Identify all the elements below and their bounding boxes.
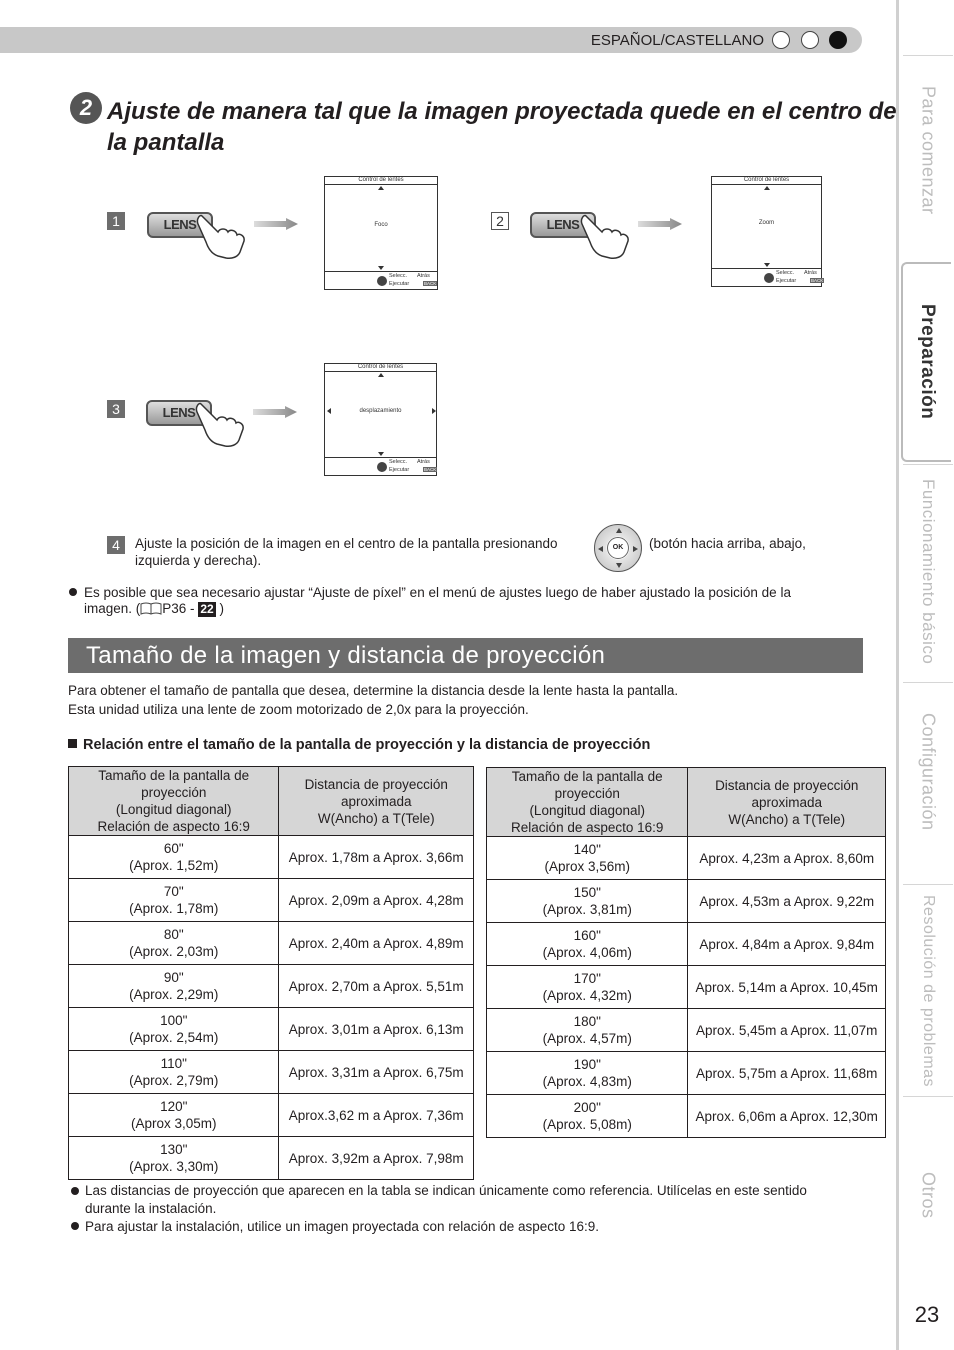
distance-cell: Aprox. 4,23m a Aprox. 8,60m bbox=[688, 837, 886, 880]
footnote-1-line2: durante la instalación. bbox=[85, 1201, 217, 1216]
tab-para-comenzar[interactable]: Para comenzar bbox=[903, 55, 953, 260]
tab-funcionamiento-basico[interactable]: Funcionamiento básico bbox=[903, 464, 953, 680]
directional-pad-icon bbox=[594, 524, 642, 572]
pressing-hand-icon bbox=[580, 210, 632, 260]
screen-label: Zoom bbox=[758, 220, 775, 226]
distance-cell: Aprox. 3,31m a Aprox. 6,75m bbox=[279, 1051, 474, 1094]
distance-cell: Aprox. 5,45m a Aprox. 11,07m bbox=[688, 1009, 886, 1052]
screen-label: desplazamiento bbox=[359, 408, 402, 414]
square-bullet-icon bbox=[68, 739, 77, 748]
footnote-1-line1: Las distancias de proyección que aparecen en la tabla se indican únicamente como referencia. Utilícelas en este sentido bbox=[85, 1183, 807, 1198]
up-arrow-icon bbox=[378, 373, 384, 377]
size-cell: 200" (Aprox. 5,08m) bbox=[487, 1095, 688, 1138]
book-reference-icon bbox=[140, 602, 162, 615]
size-cell: 100" (Aprox. 2,54m) bbox=[69, 1008, 279, 1051]
table-row bbox=[69, 965, 474, 1008]
ok-button-icon bbox=[377, 276, 387, 286]
distance-cell: Aprox. 4,84m a Aprox. 9,84m bbox=[688, 923, 886, 966]
footnote-2: Para ajustar la instalación, utilice un imagen proyectada con relación de aspecto 16:9. bbox=[85, 1219, 600, 1234]
section-intro-1: Para obtener el tamaño de pantalla que desea, determine la distancia desde la lente hasta la pantalla. bbox=[68, 683, 679, 698]
size-cell: 160" (Aprox. 4,06m) bbox=[487, 923, 688, 966]
size-cell: 80" (Aprox. 2,03m) bbox=[69, 922, 279, 965]
note-line2: imagen. ( P36 - 22 ) bbox=[84, 601, 224, 616]
right-arrow-icon bbox=[432, 408, 436, 414]
distance-cell: Aprox. 5,75m a Aprox. 11,68m bbox=[688, 1052, 886, 1095]
step4-text-a: Ajuste la posición de la imagen en el centro de la pantalla presionando bbox=[135, 536, 558, 551]
table-row bbox=[487, 966, 886, 1009]
substep-number: 1 bbox=[107, 212, 125, 230]
screen-title: Control de lentes bbox=[325, 364, 436, 372]
screen-footer: Selecc. Ejecutar Atrás BACK bbox=[325, 457, 436, 475]
ok-label: OK bbox=[607, 537, 629, 559]
size-cell: 180" (Aprox. 4,57m) bbox=[487, 1009, 688, 1052]
screen-footer: Selecc. Ejecutar Atrás BACK bbox=[325, 271, 437, 289]
section-title: Tamaño de la imagen y distancia de proyección bbox=[86, 642, 606, 669]
screen-footer: Selecc. Ejecutar Atrás BACK bbox=[712, 268, 821, 286]
distance-cell: Aprox. 3,92m a Aprox. 7,98m bbox=[279, 1137, 474, 1180]
distance-cell: Aprox. 6,06m a Aprox. 12,30m bbox=[688, 1095, 886, 1138]
step-title: Ajuste de manera tal que la imagen proyectada quede en el centro de la pantalla bbox=[107, 98, 897, 156]
size-cell: 130" (Aprox. 3,30m) bbox=[69, 1137, 279, 1180]
size-cell: 120" (Aprox 3,05m) bbox=[69, 1094, 279, 1137]
up-arrow-icon bbox=[378, 186, 384, 190]
section-intro-2: Esta unidad utiliza una lente de zoom motorizado de 2,0x para la proyección. bbox=[68, 702, 529, 717]
header-size: Tamaño de la pantalla de proyección (Longitud diagonal) Relación de aspecto 16:9 bbox=[69, 767, 279, 836]
table-row bbox=[69, 922, 474, 965]
tab-preparacion[interactable]: Preparación bbox=[901, 262, 951, 462]
table-row bbox=[69, 1094, 474, 1137]
ok-button-icon bbox=[377, 462, 387, 472]
size-cell: 70" (Aprox. 1,78m) bbox=[69, 879, 279, 922]
distance-cell: Aprox. 3,01m a Aprox. 6,13m bbox=[279, 1008, 474, 1051]
table-row bbox=[487, 1052, 886, 1095]
substep-number: 2 bbox=[491, 212, 509, 230]
table-subheading: Relación entre el tamaño de la pantalla de proyección y la distancia de proyección bbox=[68, 737, 650, 754]
lens-button: LENS bbox=[147, 212, 213, 238]
step4-text-c: izquierda y derecha). bbox=[135, 553, 262, 568]
chapter-dot-icon bbox=[772, 31, 790, 49]
arrow-right-icon bbox=[253, 406, 297, 418]
table-row bbox=[69, 1008, 474, 1051]
lens-control-screen bbox=[324, 176, 438, 290]
tab-otros[interactable]: Otros bbox=[903, 1096, 953, 1286]
language-bar bbox=[0, 27, 862, 53]
table-row bbox=[487, 880, 886, 923]
table-row bbox=[487, 1009, 886, 1052]
size-cell: 170" (Aprox. 4,32m) bbox=[487, 966, 688, 1009]
size-cell: 190" (Aprox. 4,83m) bbox=[487, 1052, 688, 1095]
table-row bbox=[69, 1137, 474, 1180]
down-arrow-icon bbox=[378, 266, 384, 270]
distance-cell: Aprox. 1,78m a Aprox. 3,66m bbox=[279, 836, 474, 879]
table-row bbox=[69, 879, 474, 922]
lens-control-screen bbox=[324, 363, 437, 476]
step4-text-b: (botón hacia arriba, abajo, bbox=[649, 536, 806, 551]
step-number: 2 bbox=[70, 92, 102, 124]
size-cell: 110" (Aprox. 2,79m) bbox=[69, 1051, 279, 1094]
bullet-icon bbox=[71, 1187, 79, 1195]
section-banner bbox=[68, 638, 863, 673]
bullet-icon bbox=[69, 588, 77, 596]
substep-number: 3 bbox=[107, 400, 125, 418]
distance-cell: Aprox. 2,40m a Aprox. 4,89m bbox=[279, 922, 474, 965]
distance-cell: Aprox. 2,70m a Aprox. 5,51m bbox=[279, 965, 474, 1008]
language-label: ESPAÑOL/CASTELLANO bbox=[590, 32, 764, 49]
distance-cell: Aprox.3,62 m a Aprox. 7,36m bbox=[279, 1094, 474, 1137]
down-arrow-icon bbox=[764, 263, 770, 267]
screen-label: Foco bbox=[374, 222, 388, 228]
chapter-dot-icon bbox=[801, 31, 819, 49]
table-row bbox=[487, 1095, 886, 1138]
distance-table-left bbox=[68, 766, 474, 1180]
distance-cell: Aprox. 5,14m a Aprox. 10,45m bbox=[688, 966, 886, 1009]
page-number: 23 bbox=[914, 1302, 940, 1327]
header-size: Tamaño de la pantalla de proyección (Longitud diagonal) Relación de aspecto 16:9 bbox=[487, 768, 688, 837]
reference-badge: 22 bbox=[200, 602, 214, 616]
up-arrow-icon bbox=[764, 186, 770, 190]
arrow-right-icon bbox=[638, 218, 682, 230]
ok-button-icon bbox=[764, 273, 774, 283]
size-cell: 140" (Aprox 3,56m) bbox=[487, 837, 688, 880]
tab-resolucion-de-problemas[interactable]: Resolución de problemas bbox=[903, 884, 953, 1094]
tab-configuracion[interactable]: Configuración bbox=[903, 682, 953, 882]
chapter-sidebar bbox=[896, 0, 954, 1350]
arrow-right-icon bbox=[254, 218, 298, 230]
lens-control-screen bbox=[711, 176, 822, 287]
distance-cell: Aprox. 4,53m a Aprox. 9,22m bbox=[688, 880, 886, 923]
distance-table-right bbox=[486, 767, 886, 1138]
table-row bbox=[487, 923, 886, 966]
header-distance: Distancia de proyección aproximada W(Ancho) a T(Tele) bbox=[688, 768, 886, 837]
screen-title: Control de lentes bbox=[712, 177, 821, 185]
header-distance: Distancia de proyección aproximada W(Ancho) a T(Tele) bbox=[279, 767, 474, 836]
bullet-icon bbox=[71, 1222, 79, 1230]
note-line1: Es posible que sea necesario ajustar “Ajuste de píxel” en el menú de ajustes luego de haber ajustado la posición de la bbox=[84, 585, 791, 600]
size-cell: 90" (Aprox. 2,29m) bbox=[69, 965, 279, 1008]
lens-button: LENS bbox=[146, 400, 212, 426]
screen-title: Control de lentes bbox=[325, 177, 437, 185]
table-row bbox=[487, 837, 886, 880]
table-row bbox=[69, 1051, 474, 1094]
chapter-dot-active-icon bbox=[829, 31, 847, 49]
pressing-hand-icon bbox=[196, 210, 248, 260]
down-arrow-icon bbox=[378, 452, 384, 456]
distance-cell: Aprox. 2,09m a Aprox. 4,28m bbox=[279, 879, 474, 922]
size-cell: 150" (Aprox. 3,81m) bbox=[487, 880, 688, 923]
substep-number: 4 bbox=[107, 536, 125, 554]
table-row bbox=[69, 836, 474, 879]
pressing-hand-icon bbox=[195, 398, 247, 448]
size-cell: 60" (Aprox. 1,52m) bbox=[69, 836, 279, 879]
lens-button: LENS bbox=[530, 212, 596, 238]
